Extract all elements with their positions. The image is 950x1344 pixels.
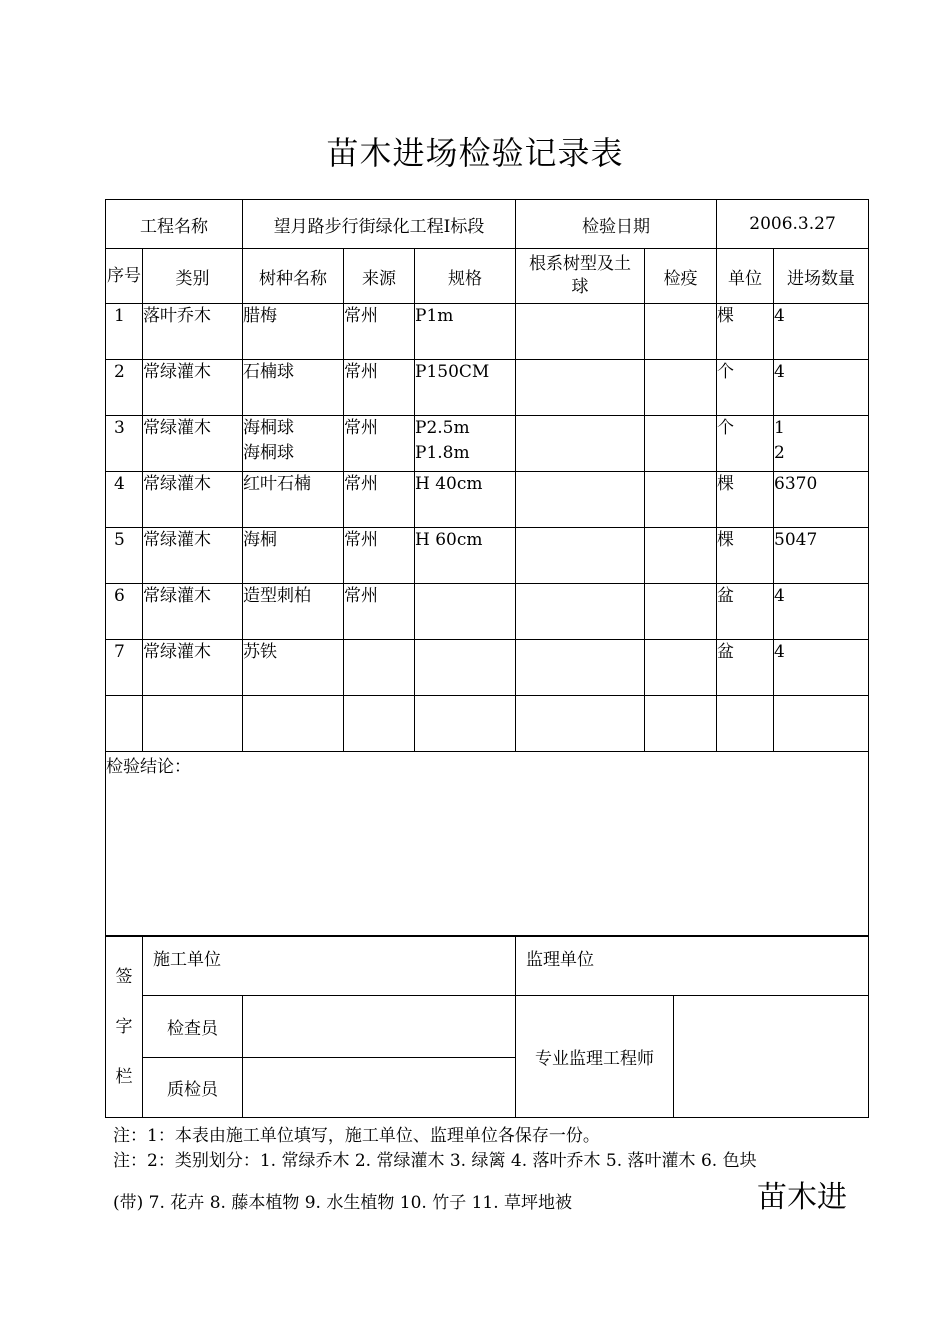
column-header-row	[106, 249, 869, 304]
cell-source: 常州	[344, 304, 415, 360]
cell-source	[344, 640, 415, 696]
cell-root	[516, 416, 645, 472]
cell-category: 常绿灌木	[143, 528, 243, 584]
inspection-table	[105, 199, 869, 936]
cell-quarantine	[645, 696, 717, 752]
col-source: 来源	[344, 249, 415, 304]
cell-spec: P1m	[415, 304, 516, 360]
cell-root	[516, 304, 645, 360]
conclusion-label: 检验结论：	[106, 757, 191, 777]
cell-species: 石楠球	[243, 360, 344, 416]
cell-spec	[415, 696, 516, 752]
cell-seq: 3	[106, 416, 143, 472]
cell-species: 腊梅	[243, 304, 344, 360]
cell-quarantine	[645, 528, 717, 584]
cell-seq: 7	[106, 640, 143, 696]
table-row	[106, 360, 869, 416]
cell-root	[516, 584, 645, 640]
cell-seq: 4	[106, 472, 143, 528]
quality-signature-field[interactable]	[243, 1058, 516, 1118]
cell-unit: 盆	[717, 584, 774, 640]
signature-column-label	[106, 937, 143, 1118]
cell-quantity: 5047	[774, 528, 869, 584]
cell-category: 常绿灌木	[143, 416, 243, 472]
cell-source	[344, 696, 415, 752]
contractor-label: 施工单位	[143, 937, 516, 996]
cell-category: 常绿灌木	[143, 640, 243, 696]
cell-species: 红叶石楠	[243, 472, 344, 528]
cell-quantity	[774, 696, 869, 752]
engineer-signature-field[interactable]	[674, 996, 869, 1118]
inspector-signature-field[interactable]	[243, 996, 516, 1058]
conclusion-row	[106, 752, 869, 936]
cell-quantity: 4	[774, 360, 869, 416]
cell-quarantine	[645, 304, 717, 360]
cell-category	[143, 696, 243, 752]
cell-unit: 个	[717, 360, 774, 416]
note-line-2: 注：2：类别划分：1. 常绿乔木 2. 常绿灌木 3. 绿篱 4. 落叶乔木 5. 落叶灌木 6. 色块	[113, 1151, 757, 1171]
col-spec: 规格	[415, 249, 516, 304]
quality-label: 质检员	[143, 1058, 243, 1118]
cell-source: 常州	[344, 472, 415, 528]
cell-seq: 6	[106, 584, 143, 640]
cell-seq: 2	[106, 360, 143, 416]
project-value: 望月路步行街绿化工程Ⅰ标段	[243, 200, 516, 249]
col-species: 树种名称	[243, 249, 344, 304]
conclusion-cell	[106, 752, 869, 936]
cell-quarantine	[645, 584, 717, 640]
cell-species: 海桐球 海桐球	[243, 416, 344, 472]
cell-unit: 盆	[717, 640, 774, 696]
cell-category: 常绿灌木	[143, 472, 243, 528]
cell-species	[243, 696, 344, 752]
page-title: 苗木进场检验记录表	[326, 134, 624, 172]
cell-spec	[415, 640, 516, 696]
table-row	[106, 640, 869, 696]
cell-unit: 棵	[717, 472, 774, 528]
cell-quantity: 4	[774, 640, 869, 696]
cell-seq	[106, 696, 143, 752]
col-root: 根系树型及土球	[516, 249, 645, 304]
table-row	[106, 584, 869, 640]
cell-quarantine	[645, 416, 717, 472]
cell-quantity: 4	[774, 584, 869, 640]
date-value: 2006.3.27	[717, 200, 869, 249]
cell-category: 常绿灌木	[143, 584, 243, 640]
cell-quantity: 4	[774, 304, 869, 360]
col-unit: 单位	[717, 249, 774, 304]
cell-quantity: 6370	[774, 472, 869, 528]
note-line-3: (带) 7. 花卉 8. 藤本植物 9. 水生植物 10. 竹子 11. 草坪地被	[113, 1193, 573, 1213]
table-row	[106, 472, 869, 528]
cell-species: 苏铁	[243, 640, 344, 696]
col-seq: 序号	[106, 249, 143, 304]
cell-source: 常州	[344, 528, 415, 584]
signature-table	[105, 936, 869, 1118]
table-row	[106, 416, 869, 472]
sig-char-2: 字	[115, 1017, 133, 1037]
cell-root	[516, 360, 645, 416]
cell-unit: 棵	[717, 528, 774, 584]
cell-spec: H 60cm	[415, 528, 516, 584]
cell-source: 常州	[344, 416, 415, 472]
cell-species: 海桐	[243, 528, 344, 584]
note-line-1: 注：1：本表由施工单位填写，施工单位、监理单位各保存一份。	[113, 1126, 600, 1146]
cell-root	[516, 472, 645, 528]
cell-spec: H 40cm	[415, 472, 516, 528]
footer-title-fragment: 苗木进	[757, 1180, 847, 1215]
cell-unit: 棵	[717, 304, 774, 360]
cell-seq: 1	[106, 304, 143, 360]
cell-category: 落叶乔木	[143, 304, 243, 360]
cell-source: 常州	[344, 360, 415, 416]
sig-char-3: 栏	[115, 1067, 133, 1087]
cell-spec	[415, 584, 516, 640]
engineer-label: 专业监理工程师	[516, 996, 674, 1118]
cell-quantity: 1 2	[774, 416, 869, 472]
col-quantity: 进场数量	[774, 249, 869, 304]
project-label: 工程名称	[106, 200, 243, 249]
cell-seq: 5	[106, 528, 143, 584]
cell-root	[516, 640, 645, 696]
col-category: 类别	[143, 249, 243, 304]
table-row	[106, 304, 869, 360]
date-label: 检验日期	[516, 200, 717, 249]
supervisor-label: 监理单位	[516, 937, 869, 996]
cell-species: 造型刺柏	[243, 584, 344, 640]
cell-source: 常州	[344, 584, 415, 640]
cell-category: 常绿灌木	[143, 360, 243, 416]
cell-spec: P2.5m P1.8m	[415, 416, 516, 472]
table-row	[106, 528, 869, 584]
cell-unit: 个	[717, 416, 774, 472]
col-quarantine: 检疫	[645, 249, 717, 304]
cell-root	[516, 696, 645, 752]
sig-char-1: 签	[115, 967, 133, 987]
cell-quarantine	[645, 472, 717, 528]
cell-quarantine	[645, 360, 717, 416]
cell-spec: P150CM	[415, 360, 516, 416]
cell-quarantine	[645, 640, 717, 696]
table-row	[106, 696, 869, 752]
cell-unit	[717, 696, 774, 752]
inspector-label: 检查员	[143, 996, 243, 1058]
cell-root	[516, 528, 645, 584]
header-row	[106, 200, 869, 249]
